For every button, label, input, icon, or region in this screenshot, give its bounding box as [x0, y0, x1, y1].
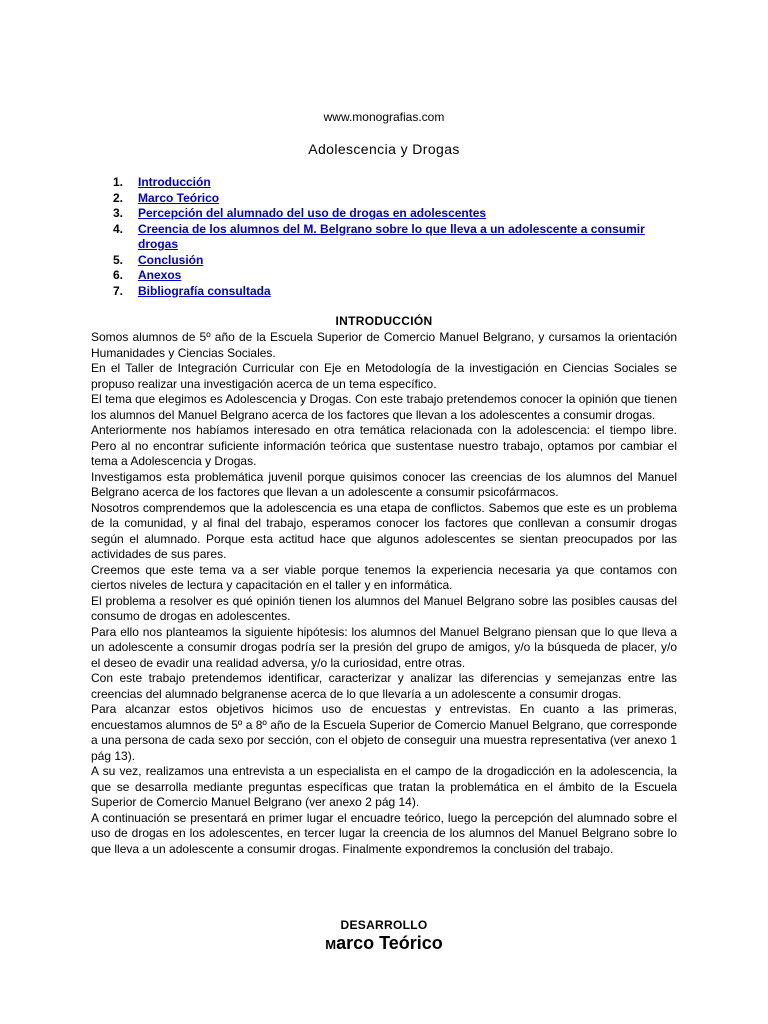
toc-item: 4. Creencia de los alumnos del M. Belgrano sobre lo que lleva a un adolescente a consumir drogas	[113, 222, 653, 253]
toc-link-marco-teorico[interactable]: Marco Teórico	[138, 190, 220, 205]
toc-item: 5. Conclusión	[113, 252, 204, 267]
toc-link-conclusion[interactable]: Conclusión	[138, 252, 204, 267]
marco-teorico-heading	[0, 933, 768, 954]
desarrollo-heading: DESARROLLO	[340, 918, 428, 932]
paragraph: A continuación se presentará en primer lugar el encuadre teórico, luego la percepción del alumnado sobre el uso de drogas en los adolescentes, en tercer lugar la creencia de los alumnos del Manuel Belgrano sobre lo que lleva a un adolescente a consumir drogas. Finalmente expondremos la conclusión del trabajo.	[91, 810, 677, 856]
heading-rest: arco Teórico	[336, 933, 443, 953]
toc-link-creencia[interactable]: Creencia de los alumnos del M. Belgrano sobre lo que lleva a un adolescente a consumir drogas	[138, 221, 645, 251]
site-url: www.monografias.com	[323, 110, 445, 124]
paragraph: Somos alumnos de 5º año de la Escuela Superior de Comercio Manuel Belgrano, y cursamos la orientación Humanidades y Ciencias Sociales.	[91, 330, 677, 360]
toc-item: 2. Marco Teórico	[113, 190, 220, 205]
document-title: Adolescencia y Drogas	[308, 141, 460, 157]
paragraph: Con este trabajo pretendemos identificar, caracterizar y analizar las diferencias y semejanzas entre las creencias del alumnado belgranense acerca de lo que llevaría a un adolescente a consumir drogas.	[91, 671, 677, 701]
paragraph: El tema que elegimos es Adolescencia y Drogas. Con este trabajo pretendemos conocer la opinión que tienen los alumnos del Manuel Belgrano acerca de los factores que llevan a los adolescentes a consumir drogas.	[91, 392, 677, 422]
heading-initial: M	[325, 937, 337, 952]
paragraph: Investigamos esta problemática juvenil porque quisimos conocer las creencias de los alumnos del Manuel Belgrano acerca de los factores que llevan a un adolescente a consumir psicofármacos.	[91, 469, 677, 499]
toc-link-bibliografia[interactable]: Bibliografía consultada	[138, 283, 271, 298]
toc-item: 3. Percepción del alumnado del uso de drogas en adolescentes	[113, 206, 487, 220]
paragraph: Nosotros comprendemos que la adolescencia es una etapa de conflictos. Sabemos que este es un problema de la comunidad, y al final del trabajo, esperamos conocer los factores que conllevan a consumir drogas según el alumnado. Porque esta actitud hace que algunos adolescentes se sientan preocupados por las actividades de sus pares.	[91, 500, 677, 561]
toc-item: 7. Bibliografía consultada	[113, 283, 271, 298]
paragraph: Anteriormente nos habíamos interesado en otra temática relacionada con la adolescencia: el tiempo libre. Pero al no encontrar suficiente información teórica que sustentase nuestro trabajo, optamos por cambiar el tema a Adolescencia y Drogas.	[91, 423, 677, 468]
introduccion-body	[91, 330, 677, 857]
paragraph: Para ello nos planteamos la siguiente hipótesis: los alumnos del Manuel Belgrano piensan que lo que lleva a un adolescente a consumir drogas podría ser la presión del grupo de amigos, y/o la búsqueda de placer, y/o el deseo de evadir una realidad adversa, y/o la curiosidad, entre otras.	[91, 624, 677, 670]
toc-link-introduccion[interactable]: Introducción	[138, 175, 211, 189]
paragraph: Para alcanzar estos objetivos hicimos uso de encuestas y entrevistas. En cuanto a las primeras, encuestamos alumnos de 5º a 8º año de la Escuela Superior de Comercio Manuel Belgrano, que corresponde a una persona de cada sexo por sección, con el objeto de conseguir una muestra representativa (ver anexo 1 pág 13).	[91, 702, 677, 763]
paragraph: Creemos que este tema va a ser viable porque tenemos la experiencia necesaria ya que contamos con ciertos niveles de lectura y capacitación en el taller y en informática.	[91, 562, 677, 592]
table-of-contents	[113, 175, 653, 299]
paragraph: A su vez, realizamos una entrevista a un especialista en el campo de la drogadicción en la adolescencia, la que se desarrolla mediante preguntas específicas que tratan la problemática en el ámbito de la Escuela Superior de Comercio Manuel Belgrano (ver anexo 2 pág 14).	[91, 764, 677, 809]
introduccion-heading: INTRODUCCIÓN	[335, 314, 433, 328]
paragraph: En el Taller de Integración Curricular con Eje en Metodología de la investigación en Ciencias Sociales se propuso realizar una investigación acerca de un tema específico.	[91, 361, 677, 391]
toc-item: 6. Anexos	[113, 268, 182, 282]
toc-link-percepcion[interactable]: Percepción del alumnado del uso de drogas en adolescentes	[138, 206, 487, 220]
paragraph: El problema a resolver es qué opinión tienen los alumnos del Manuel Belgrano sobre las posibles causas del consumo de drogas en adolescentes.	[91, 593, 677, 623]
toc-item: 1. Introducción	[113, 175, 211, 189]
toc-link-anexos[interactable]: Anexos	[138, 268, 182, 282]
